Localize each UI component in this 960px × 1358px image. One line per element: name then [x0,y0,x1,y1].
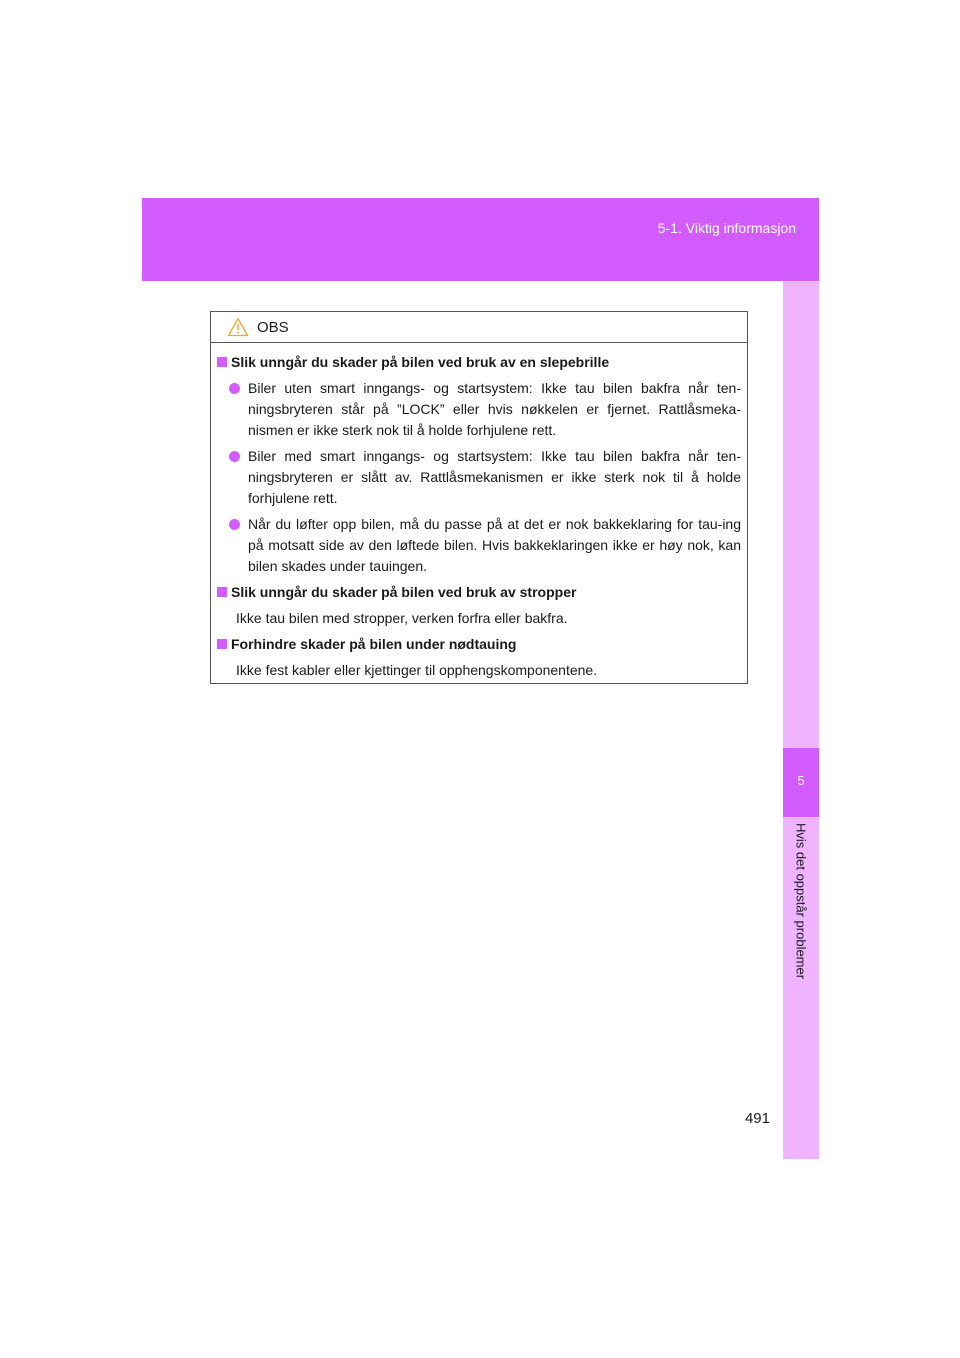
square-bullet-icon [217,587,227,597]
section-heading-text: Forhindre skader på bilen under nødtauing [231,636,517,652]
page-number: 491 [744,1110,770,1127]
list-item-text: Biler uten smart inngangs- og startsystem: Ikke tau bilen bakfra når ten-ningsbryteren står på ”LOCK” eller hvis nøkkelen er fjernet. Rattlåsmeka-nismen er ikke sterk nok til å holde forhjulene rett. [248,380,741,438]
square-bullet-icon [217,639,227,649]
header-band [142,198,819,281]
caution-body [211,343,747,681]
chapter-side-tab [783,281,819,1159]
chapter-title: Hvis det oppstår problemer [793,823,809,980]
section-text: Ikke fest kabler eller kjettinger til opphengskomponentene. [236,662,598,678]
round-bullet-icon [229,383,240,394]
list-item-text: Biler med smart inngangs- og startsystem: Ikke tau bilen bakfra når ten-ningsbryteren er slått av. Rattlåsmekanismen er ikke sterk nok til å holde forhjulene rett. [248,448,741,506]
chapter-number: 5 [797,773,805,788]
caution-header [211,312,747,343]
list-item-text: Når du løfter opp bilen, må du passe på at det er nok bakkeklaring for tau-ing på motsatt side av den løftede bilen. Hvis bakkeklaringen ikke er høy nok, kan bilen skades under tauingen. [248,516,741,574]
caution-label: OBS [257,318,289,336]
section-heading-text: Slik unngår du skader på bilen ved bruk av stropper [231,584,577,600]
list-item [229,378,741,441]
list-item [229,446,741,509]
caution-box [210,311,748,684]
section-heading [217,352,741,373]
square-bullet-icon [217,357,227,367]
list-item [229,514,741,577]
round-bullet-icon [229,519,240,530]
warning-triangle-icon [227,317,249,337]
section-heading-text: Slik unngår du skader på bilen ved bruk av en slepebrille [231,354,610,370]
section-heading [217,582,741,603]
section-text: Ikke tau bilen med stropper, verken forfra eller bakfra. [236,610,568,626]
chapter-block [783,748,819,817]
section-title: 5-1. Viktig informasjon [657,220,796,236]
section-heading [217,634,741,655]
round-bullet-icon [229,451,240,462]
